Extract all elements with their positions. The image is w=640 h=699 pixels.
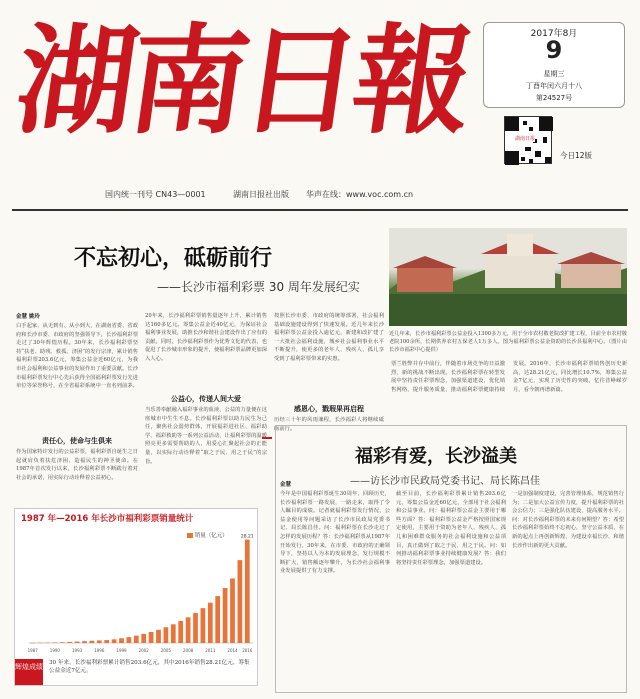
bar-2000	[127, 637, 132, 643]
bar-1991	[60, 642, 65, 643]
x-tick-label: 1987	[27, 648, 38, 653]
publisher: 湖南日报社出版	[233, 190, 289, 199]
legend-swatch	[187, 533, 193, 538]
qr-module	[525, 147, 531, 151]
bar-2002	[141, 634, 146, 643]
chart-title: 1987 年—2016 年长沙市福利彩票销量统计	[21, 514, 194, 524]
article2-col2-text: 截至目前，长沙福利彩票累计销售203.6亿元，筹集公益金近60亿元，全部用于社会福利和公益事业。问：福利彩票公益金主要用于哪些方面？答：福利彩票公益金严格按照国家规定使用，主要用于资助为老年人、残疾人、孤儿和困难群众服务的社会福利设施和公益项目，真正做到了取之于民、用之于民。问：如何推动福利彩票事业持续健康发展？答：我们将坚持责任彩票理念，加强渠道建设。	[396, 491, 506, 566]
bar-2007	[178, 621, 183, 643]
x-tick-label: 1999	[116, 648, 127, 653]
x-tick-label: 1996	[94, 648, 105, 653]
article1-subtitle: ——长沙市福利彩票 30 周年发展纪实	[157, 280, 360, 294]
weekday: 星期三	[543, 70, 565, 78]
x-tick-label: 2005	[160, 648, 171, 653]
date-box	[483, 22, 625, 108]
qr-module	[535, 151, 541, 157]
legend-label: 销量（亿元）	[194, 533, 228, 539]
qr-label: 湖南日报	[515, 136, 536, 142]
section-heading-3: 感恩心，戮瑕果再启程	[294, 405, 364, 413]
article1-col2-text: 20年来，长沙福利彩票销售量逐年上升，累计销售达160多亿元。筹集公益金近40亿元，为保证社会福利事业发展，助推长沙和谐社会建设作出了应有的贡献。同时，长沙福利彩票作为优秀文化的代表，也促进了长沙城市形象的提升，使福利彩票品牌更加深入人心。	[145, 313, 267, 362]
bar-1993	[75, 642, 80, 643]
article1-col2b-text: 当乐善奉献融入福彩事业的血液，公益的力量便在这座城市中生生不息。长沙福利彩票以助力民生为己任，聚焦社会弱势群体，开展福彩进社区、福彩助学、福彩救助等一系列公益活动，让福利彩票的温暖照亮更多需要帮助的人，用爱心汇聚起社会的正能量，以实际行动诠释着“取之于民、用之于民”的宗旨。	[145, 407, 267, 465]
page-count: 今日12版	[560, 151, 593, 160]
chart-legend	[187, 531, 228, 539]
article2-byline: 金慧	[280, 482, 292, 488]
article1-col3-text: 按照长沙市委、市政府的统筹部署，社会福利基础设施建设得到了快速发展。近几年来长沙福利彩票公益金投入逾亿元，新建和改扩建了一大批社会福利设施，城乡社会福利事业水平不断提升，使更多的老年人、残疾人、孤儿享受到了福利彩票带来的实惠。	[274, 313, 384, 362]
bar-1989	[45, 643, 50, 644]
bar-2014	[230, 578, 235, 643]
bar-1990	[53, 642, 58, 643]
bar-1997	[104, 640, 109, 643]
date-day: 9	[545, 36, 563, 64]
photo-caption: 近几年来，长沙市福利彩票公益金投入1300多万元，用于全市农村敬老院改扩建工程，目前全市农村敬老院100余所，长期供养农村五保老人1万多人。图为福利彩票公益金资助的长沙县福利中心。（图片由长沙市福彩中心提供）	[389, 331, 627, 353]
qr-module	[523, 121, 527, 125]
article1-title: 不忘初心，砥砺前行	[74, 246, 273, 271]
x-tick-label: 2008	[183, 648, 194, 653]
bar-1998	[112, 639, 117, 643]
issue-number: 第24527号	[535, 94, 573, 102]
x-tick-label: 1990	[49, 648, 60, 653]
x-tick-label: 2011	[205, 648, 216, 653]
bar-2010	[201, 608, 206, 643]
qr-module	[545, 157, 551, 163]
bar-2001	[134, 636, 139, 643]
article2-col1-text: 今年是中国福利彩票诞生30周年，回顾历史，长沙福利彩票一路发展，一路走来，取得了令人瞩目的成绩。记者就福利彩票发行情况、公益金使用等问题采访了长沙市民政局党委书记、局长陈昌佳。问：福利彩票在长沙走过了怎样的发展历程？答：长沙福利彩票从1987年开始发行，30年来，在市委、市政府的正确领导下，坚持以人为本的发展理念，发行规模不断扩大，销售额逐年攀升，为长沙社会福利事业发展提供了有力支撑。	[280, 491, 390, 575]
sales-chart	[14, 508, 258, 686]
bar-1988	[38, 643, 43, 644]
bar-2006	[171, 624, 176, 643]
bar-1999	[119, 638, 124, 643]
article1-col1-text: 白手起家、从无到有、从小到大，在湖南省委、省政府和长沙市委、市政府的坚强领导下，长沙福利彩票走过了30年辉煌历程。30年来，长沙福利彩票坚持“扶老、助残、救孤、济困”的发行宗津，累计销售福利彩票203.6亿元，筹集公益金近60亿元，为我市社会福利和公益事业的发展作出了重要贡献。长沙市福利彩票发行中心先后获得全国福利彩票发行先进单位等荣誉称号，在全省福彩系统中一直名列前茅。	[16, 323, 138, 390]
bar-1995	[90, 641, 95, 643]
article2-col3-text: 一是加强制度建设，完善管理体系，规范销售行为；二是加大公益宣传力度，提升福利彩票的社会公信力；三是强化队伍建设，提高服务水平。问：对长沙福利彩票的未来有何期望？答：希望长沙福利彩票始终不忘初心，坚守公益本质，在新的起点上再创新辉煌，为建设幸福长沙、和谐长沙作出新的更大贡献。	[512, 491, 624, 549]
bar-1992	[67, 642, 72, 643]
bar-2016	[245, 540, 250, 643]
bar-2005	[164, 627, 169, 643]
divider-accent	[262, 437, 272, 447]
x-tick-label: 2014	[227, 648, 238, 653]
masthead-divider	[12, 209, 628, 211]
bar-2003	[149, 632, 154, 643]
welfare-center-photo	[389, 228, 627, 326]
bar-2013	[223, 588, 228, 643]
website: 华声在线：www.voc.com.cn	[306, 190, 414, 199]
bar-2009	[193, 613, 198, 643]
cn-number: 国内统一刊号 CN43—0001	[105, 190, 206, 199]
bar-1996	[97, 640, 102, 643]
qr-module	[539, 117, 553, 131]
bar-2004	[156, 630, 161, 643]
section-heading-2: 公益心，传递人间大爱	[171, 395, 241, 403]
section-heading-1: 责任心，使命与生俱来	[42, 437, 112, 445]
article1-col4-text: 票兰胜弊并存中前行，伴随着市场竞争的日益激烈，新的挑战不断出现。长沙福利彩票在转型发展中坚持责任彩票理念，加强渠道建设，优化销售网络，提升服务质量，推动福利彩票健康持续发展。2016年，长沙市福利彩票销售创历史新高，达28.21亿元，同比增长10.7%，筹集公益金7亿元，实现了历史性的突破。忆往昔峥嵘岁月，看今朝再谱新篇。	[391, 361, 627, 393]
bar-2012	[215, 596, 220, 643]
bar-2011	[208, 603, 213, 643]
bar-1994	[82, 641, 87, 643]
qr-module	[529, 127, 533, 131]
article1-byline: 金慧 姚玲	[16, 314, 40, 320]
achievement-badge: 辉煌成绩	[15, 659, 43, 685]
chart-caption: 30 年来，长沙福利彩票累计销售203.6亿元，其中2016年销售28.21亿元，筹集公益金近7亿元。	[49, 660, 250, 675]
qr-module	[505, 151, 519, 165]
bar-2015	[238, 560, 243, 643]
article1-col3b-text: 历经三十年的风雨兼程，长沙福彩人将继续砥砺前行。	[274, 417, 384, 432]
qr-module	[505, 117, 519, 131]
lunar-date: 丁酉年闰六月十八	[526, 82, 582, 90]
masthead-title: 湖南日報	[8, 11, 476, 150]
qr-module	[529, 159, 533, 163]
article1-col1b-text: 作为国家特许发行的公益彩票，福利彩票自诞生之日起就肩负着扶危济困、造福民生的神圣使命。在1987年首次发行以来，长沙福利彩票不断践行着对社会的承诺，用实际行动诠释着公益初心。	[16, 449, 138, 481]
date-month: 2017年8月	[530, 29, 578, 39]
article2-subtitle: ——访长沙市民政局党委书记、局长陈昌佳	[350, 476, 540, 487]
qr-module	[521, 157, 525, 161]
qr-module	[543, 137, 547, 143]
x-tick-label: 1993	[72, 648, 83, 653]
article2-title: 福彩有爱，长沙溢美	[355, 446, 517, 467]
bar-2008	[186, 617, 191, 643]
x-tick-label: 2002	[138, 648, 149, 653]
x-tick-label: 2016	[242, 648, 253, 653]
chart-plot	[19, 527, 255, 655]
bar-1987	[30, 643, 35, 644]
data-label-2016: 28.21	[240, 534, 254, 540]
